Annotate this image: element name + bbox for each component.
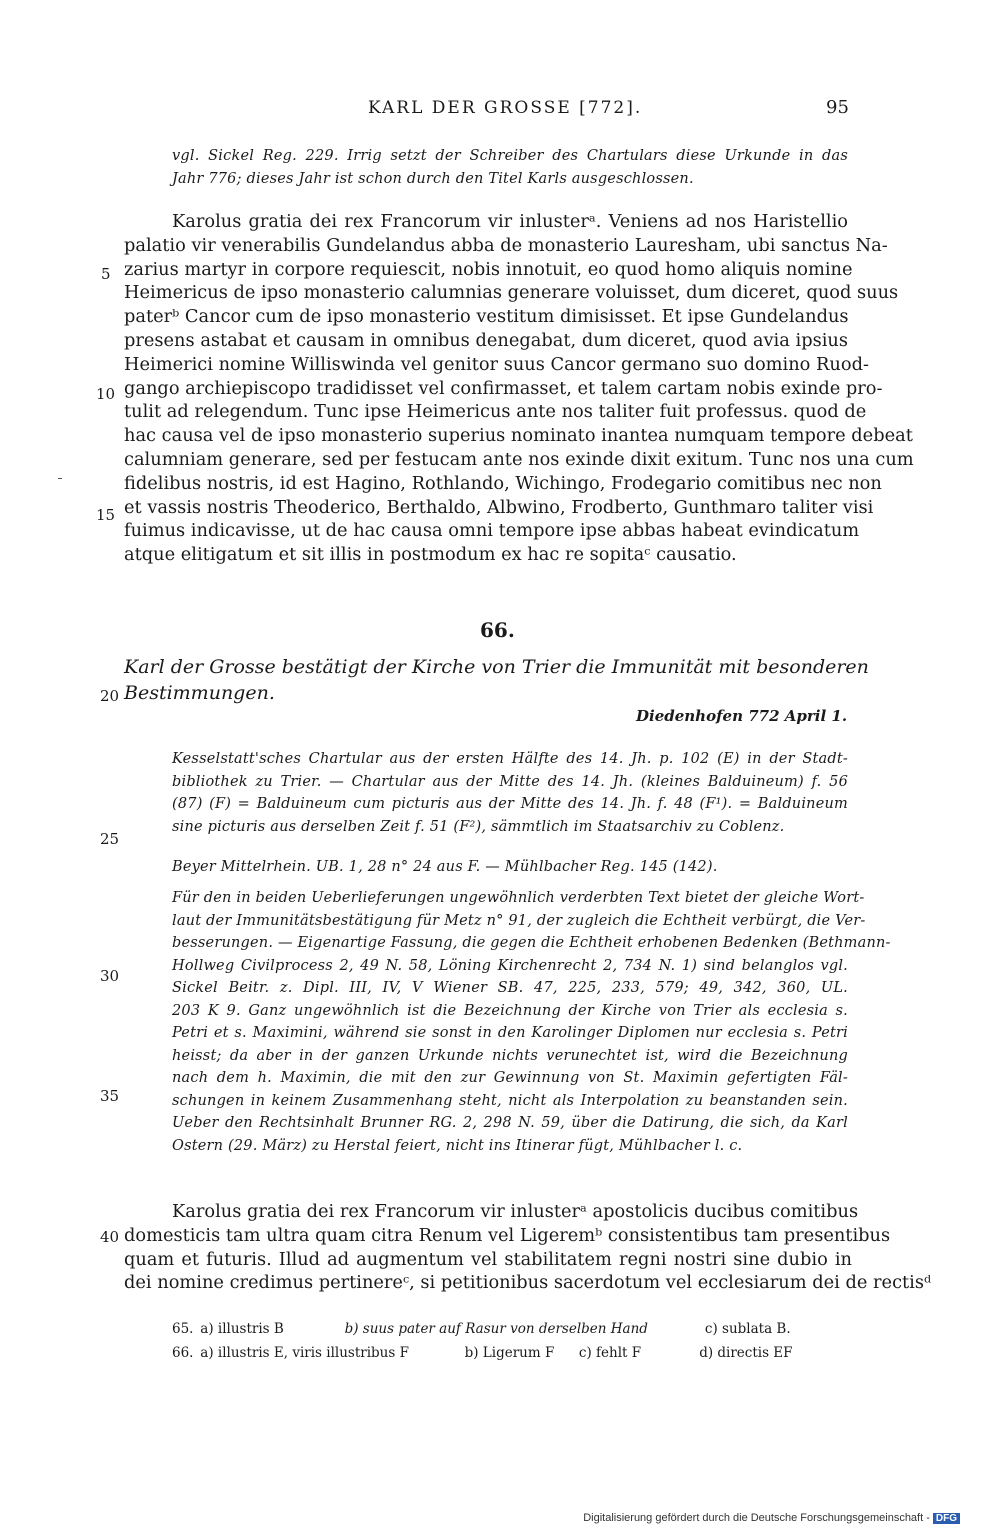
source-line: Kesselstatt'sches Chartular aus der ersten Hälfte des 14. Jh. p. 102 (E) in der Stadt-	[172, 751, 848, 767]
line-number: 25	[100, 830, 120, 848]
digitization-text: Digitalisierung gefördert durch die Deutsche Forschungsgemeinschaft -	[583, 1512, 930, 1524]
footnote-row-65	[172, 1317, 793, 1341]
commentary-line: Petri et s. Maximini, während sie sonst in den Karolinger Diplomen nur ecclesia s. Petri	[172, 1025, 848, 1041]
text-line: dei nomine credimus pertinereᶜ, si petitionibus sacerdotum vel ecclesiarum dei de rectisᵈ	[124, 1272, 932, 1294]
text-line: presens astabat et causam in omnibus denegabat, dum diceret, quod avia ipsius	[124, 329, 848, 351]
title-line: Karl der Grosse bestätigt der Kirche von Trier die Immunität mit besonderen	[124, 656, 869, 678]
commentary-line: nach dem h. Maximin, die mit den zur Gewinnung von St. Maximin gefertigten Fäl-	[172, 1070, 848, 1086]
footnote-a: a) illustris E, viris illustribus F	[200, 1345, 409, 1361]
commentary-line: besserungen. — Eigenartige Fassung, die gegen die Echtheit erhobenen Bedenken (Bethmann-	[172, 935, 891, 951]
commentary-line: laut der Immunitätsbestätigung für Metz n° 91, der zugleich die Echtheit verbürgt, die Ver-	[172, 912, 866, 929]
page-number: 95	[826, 97, 849, 118]
commentary-line: schungen in keinem Zusammenhang steht, nicht als Interpolation zu beanstanden sein.	[172, 1092, 848, 1109]
commentary-line: Ueber den Rechtsinhalt Brunner RG. 2, 298 N. 59, über die Datirung, die sich, da Karl	[172, 1115, 848, 1131]
text-line: palatio vir venerabilis Gundelandus abba de monasterio Lauresham, ubi sanctus Na-	[124, 234, 888, 256]
text-line: zarius martyr in corpore requiescit, nobis innotuit, eo quod homo aliquis nomine	[124, 258, 853, 280]
dfg-logo-icon[interactable]: DFG	[933, 1513, 960, 1524]
charter-66-text	[124, 1200, 932, 1295]
footnote-row-66	[172, 1341, 793, 1365]
text-line: hac causa vel de ipso monasterio superius nominato inantea numquam tempore debeat	[124, 425, 913, 447]
commentary-line: 203 K 9. Ganz ungewöhnlich ist die Bezeichnung der Kirche von Trier als ecclesia s.	[172, 1002, 848, 1019]
editions-line	[172, 856, 848, 879]
line-number: 30	[100, 967, 120, 985]
document-number: 66.	[480, 618, 515, 642]
digitization-credit	[583, 1512, 960, 1524]
text-line: fidelibus nostris, id est Hagino, Rothlando, Wichingo, Frodegario comitibus nec non	[124, 472, 882, 494]
text-line: Heimerici nomine Williswinda vel genitor suus Cancor germano suo domino Ruod-	[124, 353, 869, 375]
line-number: 20	[100, 687, 120, 705]
footnote-label: 66.	[172, 1345, 194, 1361]
commentary-line: Sickel Beitr. z. Dipl. III, IV, V Wiener SB. 47, 225, 233, 579; 49, 342, 360, UL.	[172, 980, 848, 996]
charter-65-text	[124, 210, 914, 567]
text-line: atque elitigatum et sit illis in postmodum ex hac re sopitaᶜ causatio.	[124, 544, 737, 566]
preamble-note	[172, 145, 848, 190]
line-number: 10	[96, 385, 116, 403]
line-number: 40	[100, 1228, 120, 1246]
footnotes	[172, 1317, 793, 1365]
manuscript-tradition	[172, 748, 848, 838]
source-line: bibliothek zu Trier. — Chartular aus der Mitte des 14. Jh. (kleines Balduineum) f. 56	[172, 773, 848, 790]
text-line: et vassis nostris Theoderico, Berthaldo, Albwino, Frodberto, Gunthmaro taliter visi	[124, 496, 874, 518]
footnote-a: a) illustris B	[200, 1321, 284, 1337]
running-header-title: KARL DER GROSSE [772].	[368, 98, 643, 118]
note-line: Jahr 776; dieses Jahr ist schon durch den Titel Karls ausgeschlossen.	[172, 170, 694, 187]
commentary-line: heisst; da aber in der ganzen Urkunde nichts verunechtet ist, wird die Bezeichnung	[172, 1047, 848, 1064]
footnote-b: b) Ligerum F	[464, 1345, 555, 1361]
text-line: fuimus indicavisse, ut de hac causa omni tempore ipse abbas habeat evindicatum	[124, 520, 860, 542]
source-line: sine picturis aus derselben Zeit f. 51 (F²), sämmtlich im Staatsarchiv zu Coblenz.	[172, 818, 785, 835]
text-line: domesticis tam ultra quam citra Renum vel Ligeremᵇ consistentibus tam presentibus	[124, 1224, 891, 1246]
commentary-line: Ostern (29. März) zu Herstal feiert, nicht ins Itinerar fügt, Mühlbacher l. c.	[172, 1137, 743, 1154]
text-line: paterᵇ Cancor cum de ipso monasterio vestitum dimisisset. Et ipse Gundelandus	[124, 306, 849, 328]
date-place: Diedenhofen 772 April 1.	[636, 707, 848, 725]
text-line: Karolus gratia dei rex Francorum vir inlusterᵃ apostolicis ducibus comitibus	[172, 1201, 859, 1222]
footnote-d: d) directis EF	[699, 1345, 793, 1361]
commentary	[172, 887, 891, 1157]
source-line: Beyer Mittelrhein. UB. 1, 28 n° 24 aus F. — Mühlbacher Reg. 145 (142).	[172, 859, 718, 875]
text-line: quam et futuris. Illud ad augmentum vel stabilitatem regni nostri sine dubio in	[124, 1248, 852, 1270]
text-line: calumniam generare, sed per festucam ante nos exinde dixit exitum. Tunc nos una cum	[124, 448, 914, 470]
text-line: tulit ad relegendum. Tunc ipse Heimericus ante nos taliter fuit professus. quod de	[124, 401, 867, 423]
title-line: Bestimmungen.	[124, 682, 275, 704]
document-title	[124, 654, 869, 706]
commentary-line: Hollweg Civilprocess 2, 49 N. 58, Löning Kirchenrecht 2, 734 N. 1) sind belanglos vgl.	[172, 957, 848, 974]
footnote-label: 65.	[172, 1321, 194, 1337]
line-number: 35	[100, 1087, 120, 1105]
footnote-b: b) suus pater auf Rasur von derselben Hand	[344, 1321, 648, 1337]
text-line: Heimericus de ipso monasterio calumnias generare voluisset, dum diceret, quod suus	[124, 282, 899, 304]
margin-mark	[58, 478, 62, 479]
footnote-c: c) sublata B.	[704, 1321, 791, 1337]
footnote-c: c) fehlt F	[578, 1345, 642, 1361]
line-number: 5	[101, 265, 111, 283]
note-line: vgl. Sickel Reg. 229. Irrig setzt der Schreiber des Chartulars diese Urkunde in das	[172, 148, 848, 164]
line-number: 15	[96, 506, 116, 524]
source-line: (87) (F) = Balduineum cum picturis aus der Mitte des 14. Jh. f. 48 (F¹). = Balduineum	[172, 796, 848, 812]
commentary-line: Für den in beiden Ueberlieferungen ungewöhnlich verderbten Text bietet der gleiche Wort-	[172, 890, 865, 906]
text-line: gango archiepiscopo tradidisset vel confirmasset, et talem cartam nobis exinde pro-	[124, 377, 883, 399]
text-line: Karolus gratia dei rex Francorum vir inlusterᵃ. Veniens ad nos Haristellio	[172, 211, 848, 232]
